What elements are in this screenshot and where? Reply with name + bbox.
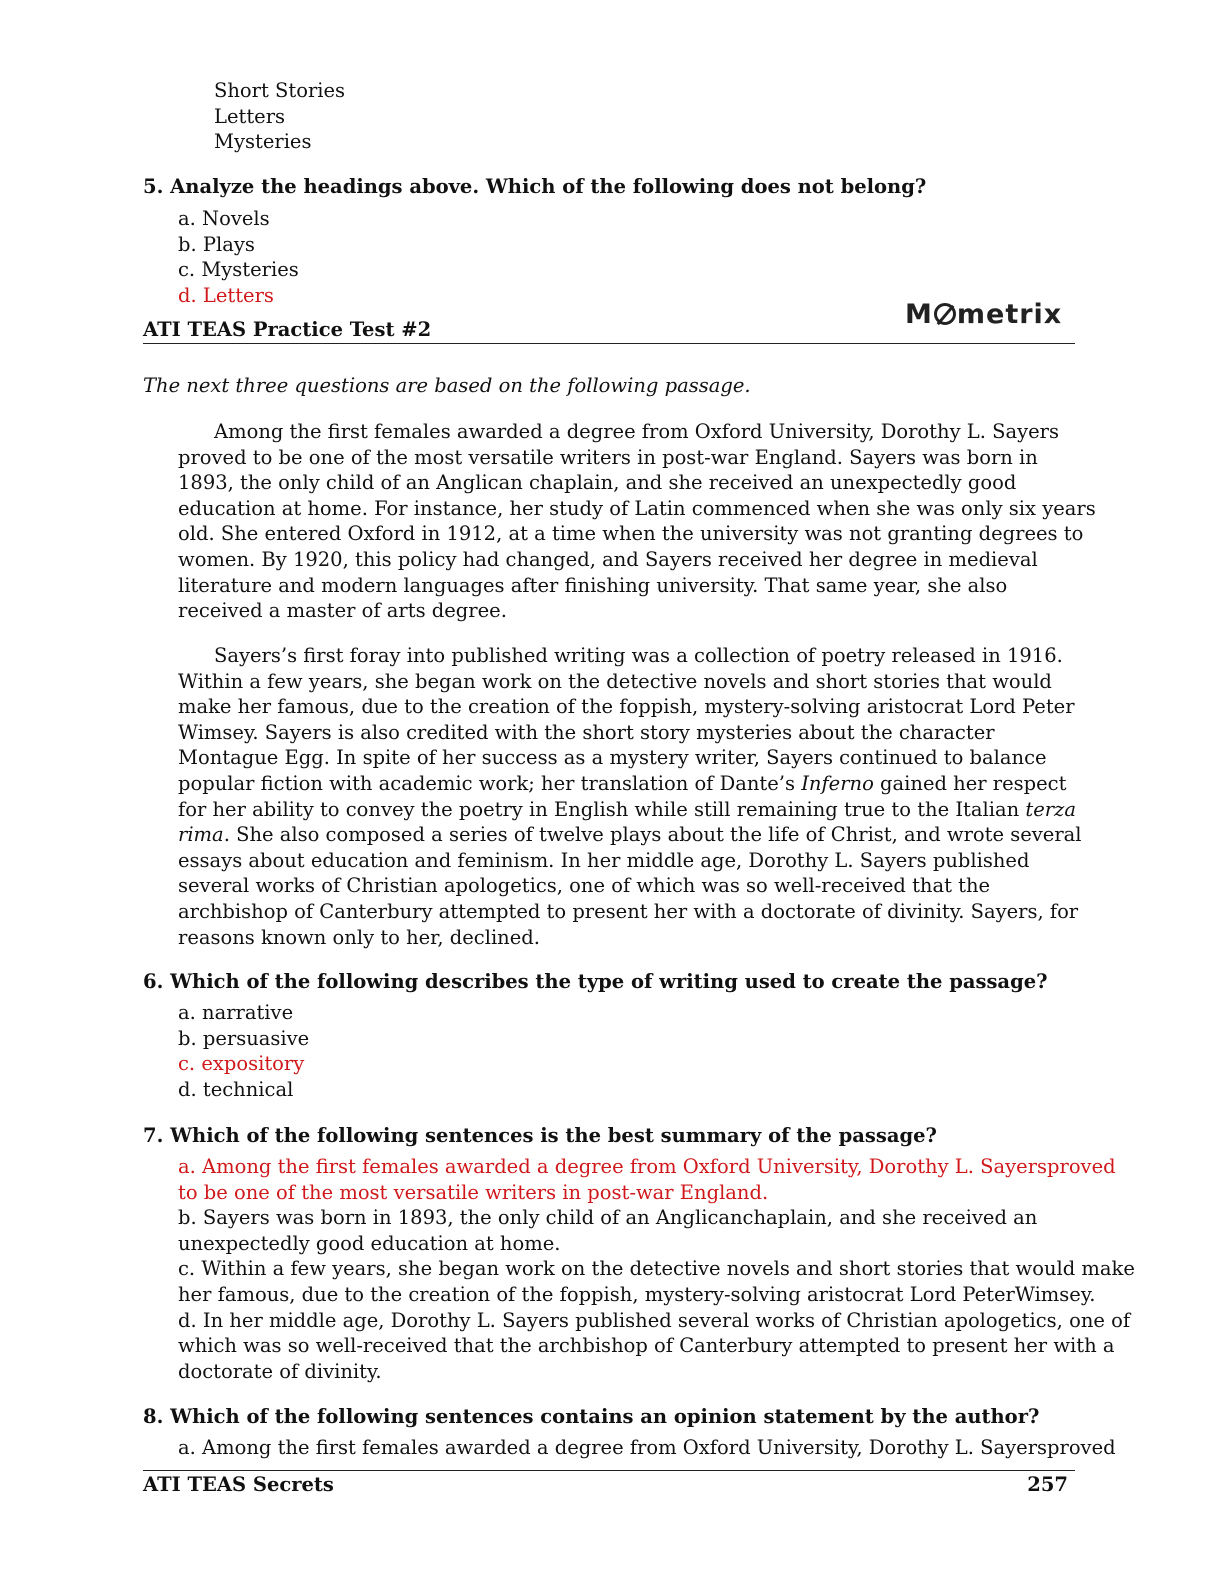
passage-line: women. By 1920, this policy had changed, and Sayers received her degree in medieval <box>178 547 1038 571</box>
passage-line: Sayers’s first foray into published writing was a collection of poetry released in 1916. <box>214 644 1063 667</box>
passage-line: several works of Christian apologetics, one of which was so well-received that the <box>178 874 991 898</box>
footer-title: ATI TEAS Secrets <box>143 1473 334 1496</box>
page-number: 257 <box>1027 1473 1068 1496</box>
option-a: a. Novels <box>178 207 270 230</box>
option-d: which was so well-received that the archbishop of Canterbury attempted to present her with a <box>178 1334 1115 1358</box>
clock-icon <box>934 303 956 325</box>
list-item: Short Stories <box>214 79 346 102</box>
italic-term: rima <box>178 823 224 847</box>
option-d: doctorate of divinity. <box>178 1359 382 1383</box>
passage-line: make her famous, due to the creation of the foppish, mystery-solving aristocrat Lord Peter <box>178 695 1075 719</box>
question-5-options <box>178 206 299 308</box>
question-5: 5. Analyze the headings above. Which of the following does not belong? <box>143 175 927 198</box>
question-7: 7. Which of the following sentences is the best summary of the passage? <box>143 1124 937 1147</box>
passage-paragraph-2 <box>178 643 1082 950</box>
passage-line: received a master of arts degree. <box>178 599 507 623</box>
text-run: for her ability to convey the poetry in English while still remaining true to the Italian <box>178 797 1026 821</box>
question-6-options <box>178 1000 309 1102</box>
mometrix-logo <box>905 299 1063 330</box>
italic-term: terza <box>1025 797 1076 821</box>
option-d: d. technical <box>178 1077 294 1101</box>
option-a-answer: to be one of the most versatile writers in post-war England. <box>178 1180 769 1204</box>
header-divider <box>143 343 1075 344</box>
list-item: Letters <box>214 104 286 128</box>
option-b: b. Sayers was born in 1893, the only child of an Anglicanchaplain, and she received an <box>178 1206 1038 1230</box>
text-run: gained her respect <box>873 771 1067 795</box>
passage-line: Within a few years, she began work on the detective novels and short stories that would <box>178 669 1052 693</box>
option-d-answer: d. Letters <box>178 283 274 307</box>
passage-line: proved to be one of the most versatile writers in post-war England. Sayers was born in <box>178 445 1038 469</box>
passage-line: literature and modern languages after finishing university. That same year, she also <box>178 573 1008 597</box>
footer-divider <box>143 1470 1075 1471</box>
option-a-answer: a. Among the first females awarded a degree from Oxford University, Dorothy L. Sayersproved <box>178 1155 1116 1178</box>
option-a: a. narrative <box>178 1001 294 1024</box>
option-c: c. Mysteries <box>178 258 299 282</box>
page-header-title: ATI TEAS Practice Test #2 <box>143 318 432 341</box>
passage-line: Among the first females awarded a degree from Oxford University, Dorothy L. Sayers <box>214 420 1059 443</box>
question-8: 8. Which of the following sentences contains an opinion statement by the author? <box>143 1405 1040 1428</box>
italic-title: Inferno <box>801 771 874 795</box>
passage-line: essays about education and feminism. In her middle age, Dorothy L. Sayers published <box>178 848 1030 872</box>
passage-paragraph-1 <box>178 419 1096 624</box>
text-run: popular fiction with academic work; her translation of Dante’s <box>178 771 802 795</box>
passage-line: Montague Egg. In spite of her success as a mystery writer, Sayers continued to balance <box>178 746 1047 770</box>
question-7-options <box>178 1154 1135 1384</box>
option-c: c. Within a few years, she began work on the detective novels and short stories that would make <box>178 1257 1135 1281</box>
passage-line: reasons known only to her, declined. <box>178 925 540 949</box>
option-b: unexpectedly good education at home. <box>178 1231 561 1255</box>
option-c: her famous, due to the creation of the foppish, mystery-solving aristocrat Lord PeterWimsey. <box>178 1282 1096 1306</box>
passage-intro: The next three questions are based on the following passage. <box>143 374 751 397</box>
list-item: Mysteries <box>214 130 312 154</box>
question-6: 6. Which of the following describes the type of writing used to create the passage? <box>143 970 1048 993</box>
option-b: b. persuasive <box>178 1026 310 1050</box>
passage-line <box>178 771 1082 797</box>
passage-line: archbishop of Canterbury attempted to present her with a doctorate of divinity. Sayers, for <box>178 899 1079 923</box>
passage-line: 1893, the only child of an Anglican chaplain, and she received an unexpectedly good <box>178 471 1017 495</box>
passage-line: old. She entered Oxford in 1912, at a time when the university was not granting degrees to <box>178 522 1084 546</box>
passage-line: education at home. For instance, her study of Latin commenced when she was only six years <box>178 496 1096 520</box>
text-run: . She also composed a series of twelve plays about the life of Christ, and wrote several <box>223 823 1082 847</box>
passage-line <box>178 822 1082 848</box>
option-d: d. In her middle age, Dorothy L. Sayers published several works of Christian apologetics, one of <box>178 1308 1131 1332</box>
logo-text: metrix <box>956 299 1063 330</box>
option-c-answer: c. expository <box>178 1052 305 1076</box>
heading-list <box>214 78 345 155</box>
option-a: a. Among the first females awarded a degree from Oxford University, Dorothy L. Sayersproved <box>178 1436 1116 1459</box>
logo-letter: M <box>905 299 933 330</box>
option-b: b. Plays <box>178 232 255 256</box>
passage-line: Wimsey. Sayers is also credited with the short story mysteries about the character <box>178 720 995 744</box>
passage-line <box>178 797 1082 823</box>
